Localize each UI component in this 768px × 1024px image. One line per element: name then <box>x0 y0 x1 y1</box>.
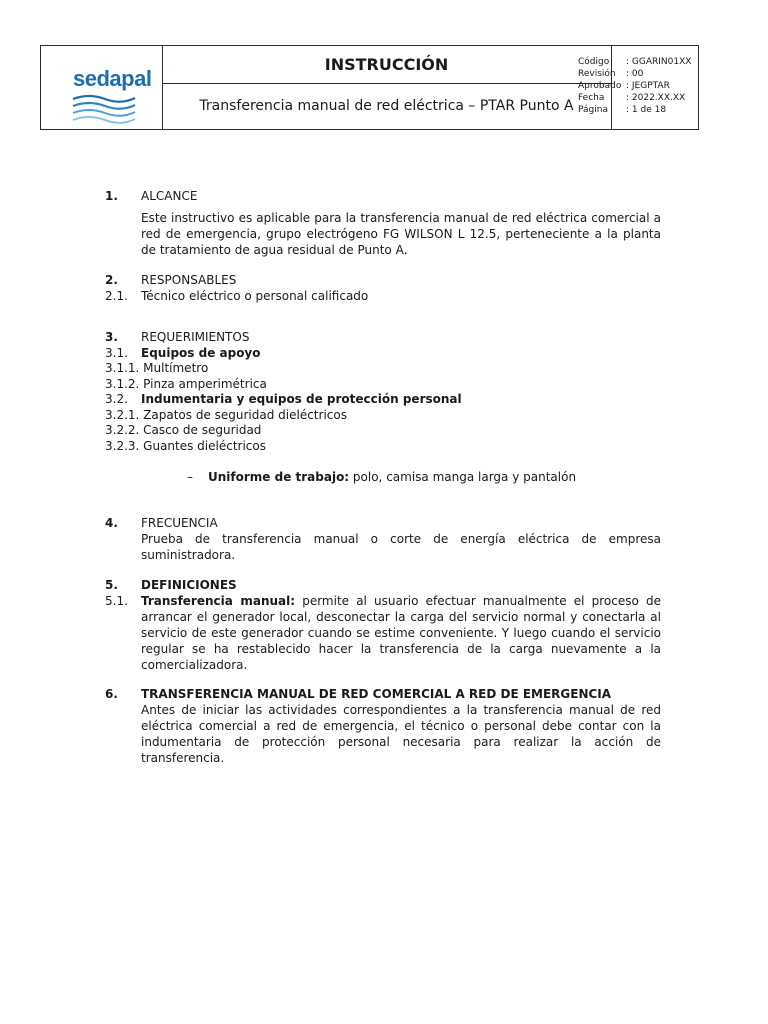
list-item: 3.2.1. Zapatos de seguridad dieléctricos <box>105 408 347 422</box>
bullet-label: Uniforme de trabajo: <box>208 470 350 484</box>
meta-value: : JEGPTAR <box>626 81 670 91</box>
definition-label: Transferencia manual: <box>141 594 296 608</box>
meta-value: : 00 <box>626 69 644 79</box>
section-number: 2. <box>105 273 118 287</box>
section-number: 5. <box>105 578 118 592</box>
list-item: 3.2.3. Guantes dieléctricos <box>105 439 266 453</box>
meta-key: Revisión <box>578 69 616 79</box>
doc-type-title: INSTRUCCIÓN <box>162 46 611 84</box>
meta-value: : GGARIN01XX <box>626 57 692 67</box>
meta-key: Fecha <box>578 93 605 103</box>
item-number: 2.1. <box>105 289 128 303</box>
bullet-text: polo, camisa manga larga y pantalón <box>349 470 577 484</box>
doc-meta <box>578 56 691 116</box>
section-paragraph: Este instructivo es aplicable para la transferencia manual de red eléctrica comercial a red de emergencia, grupo electrógeno FG WILSON L 12.5, perteneciente a la planta de tratamiento de agua residual de Punto A. <box>141 211 661 257</box>
section-number: 4. <box>105 516 118 530</box>
meta-value: : 2022.XX.XX <box>626 93 686 103</box>
bullet-dash: – <box>187 470 193 484</box>
meta-key: Página <box>578 105 608 115</box>
section-heading: TRANSFERENCIA MANUAL DE RED COMERCIAL A RED DE EMERGENCIA <box>141 687 612 701</box>
logo-cell <box>41 46 163 129</box>
section-number: 6. <box>105 687 118 701</box>
section-paragraph: Antes de iniciar las actividades correspondientes a la transferencia manual de red eléctrica comercial a red de emergencia, el técnico o personal debe contar con la indumentaria de protección personal necesaria para realizar la acción de transferencia. <box>141 703 661 765</box>
section-paragraph: Prueba de transferencia manual o corte de energía eléctrica de empresa suministradora. <box>141 532 661 562</box>
meta-key: Aprobado <box>578 81 622 91</box>
bullet-item <box>208 469 576 485</box>
meta-value: : 1 de 18 <box>626 105 667 115</box>
definition-paragraph <box>141 593 661 673</box>
document-header <box>40 45 699 130</box>
list-item: 3.1.2. Pinza amperimétrica <box>105 377 267 391</box>
sedapal-logo: sedapal <box>73 66 152 91</box>
waves-icon <box>71 93 137 129</box>
doc-subtitle: Transferencia manual de red eléctrica – PTAR Punto A <box>199 98 574 114</box>
item-number: 3.1. <box>105 346 128 360</box>
section-heading: FRECUENCIA <box>141 516 218 530</box>
section-heading: RESPONSABLES <box>141 273 237 287</box>
item-number: 3.2. <box>105 392 128 406</box>
item-number: 5.1. <box>105 594 128 608</box>
item-text: Técnico eléctrico o personal calificado <box>141 289 369 303</box>
header-title-cell <box>162 46 612 129</box>
section-heading: ALCANCE <box>141 189 198 203</box>
meta-key: Código <box>578 57 610 67</box>
list-item: 3.1.1. Multímetro <box>105 361 209 375</box>
definition-text: permite al usuario efectuar manualmente el proceso de arrancar el generador local, desconectar la carga del servicio normal y conectarla al servicio de este generador cuando se estime conveniente. Y luego cuando el servicio regular se ha restablecido hacer la transferencia de la carga nuevamente a la comercializadora. <box>141 594 661 672</box>
section-number: 3. <box>105 330 118 344</box>
section-heading: DEFINICIONES <box>141 578 237 592</box>
item-heading: Equipos de apoyo <box>141 346 261 360</box>
section-number: 1. <box>105 189 118 203</box>
item-heading: Indumentaria y equipos de protección personal <box>141 392 462 406</box>
section-heading: REQUERIMIENTOS <box>141 330 250 344</box>
list-item: 3.2.2. Casco de seguridad <box>105 423 262 437</box>
